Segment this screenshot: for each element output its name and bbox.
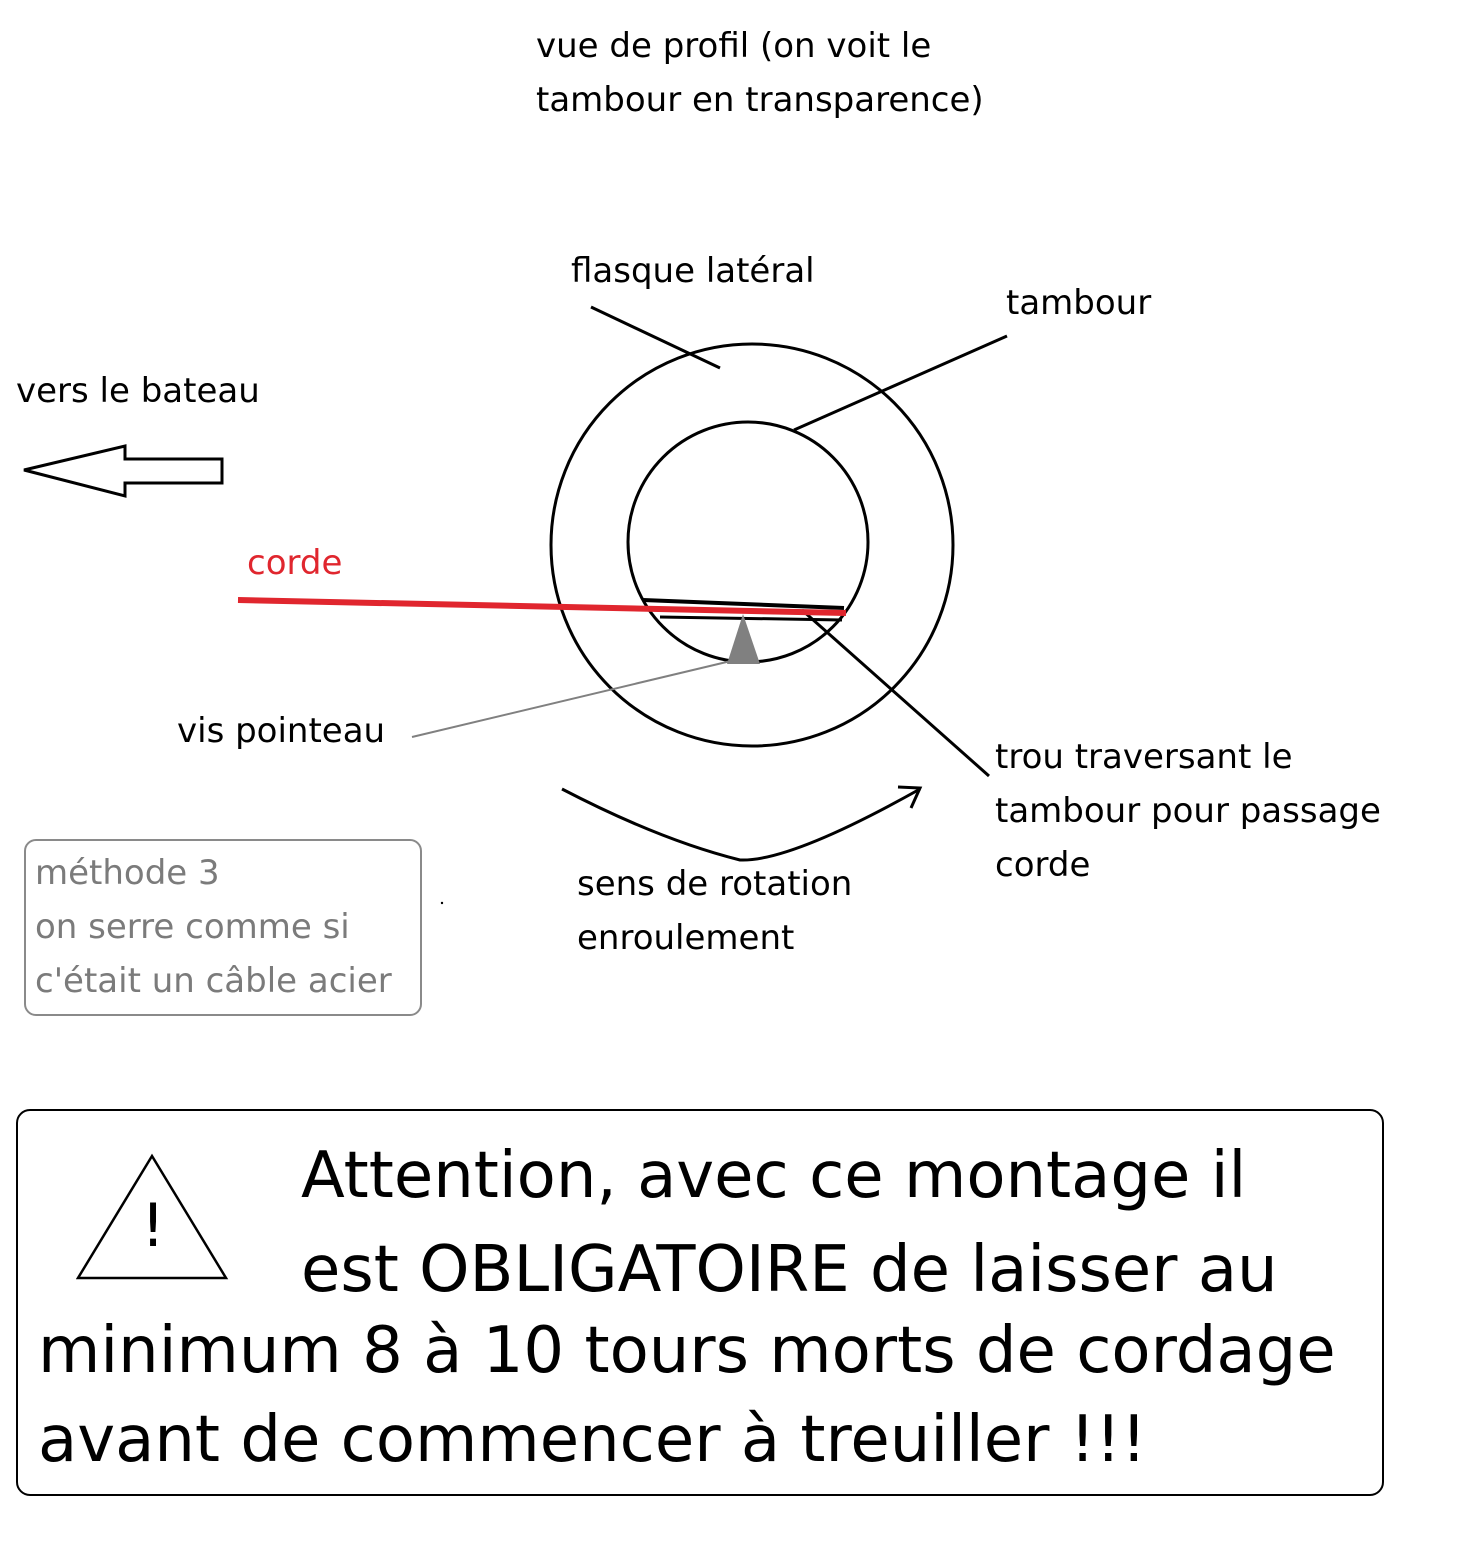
warning-line-1: Attention, avec ce montage il: [301, 1139, 1247, 1213]
rope-label: corde: [247, 543, 343, 583]
tambour-leader-line: [794, 336, 1007, 430]
screw-label: vis pointeau: [177, 711, 386, 751]
rope-line: [238, 600, 846, 613]
warning-line-3: minimum 8 à 10 tours morts de cordage: [38, 1314, 1336, 1388]
warning-box: [16, 1109, 1384, 1496]
rotation-arrow-icon: [562, 789, 920, 860]
flange-outer-circle: [551, 344, 953, 746]
tambour-label: tambour: [1006, 283, 1152, 323]
rotation-label-line-1: sens de rotation: [577, 864, 853, 904]
title-line-1: vue de profil (on voit le: [536, 26, 932, 66]
warning-line-4: avant de commencer à treuiller !!!: [38, 1403, 1147, 1477]
drum-inner-circle: [628, 422, 868, 662]
warning-line-2: est OBLIGATOIRE de laisser au: [301, 1233, 1278, 1307]
method-box: [24, 839, 422, 1016]
rotation-label: [577, 857, 852, 965]
vis-leader-line: [412, 660, 735, 737]
hole-label-line-3: corde: [995, 845, 1091, 885]
method-line-2: on serre comme si: [35, 907, 350, 947]
warning-triangle-icon: [76, 1151, 232, 1283]
method-line-3: c'était un câble acier: [35, 961, 392, 1001]
through-hole-line-lower: [660, 617, 842, 620]
warning-exclamation: !: [140, 1191, 166, 1261]
boat-direction-label: vers le bateau: [16, 371, 260, 411]
diagram-title: [536, 19, 984, 127]
rotation-label-line-2: enroulement: [577, 918, 795, 958]
screw-icon: [727, 614, 760, 664]
title-line-2: tambour en transparence): [536, 80, 984, 120]
flasque-label: flasque latéral: [571, 251, 815, 291]
hole-label-line-2: tambour pour passage: [995, 791, 1381, 831]
hole-label-line-1: trou traversant le: [995, 737, 1293, 777]
left-arrow-icon: [24, 446, 222, 496]
flasque-leader-line: [591, 307, 720, 368]
stray-dot: [441, 902, 443, 904]
hole-label: [995, 730, 1381, 892]
method-line-1: méthode 3: [35, 853, 220, 893]
trou-leader-line: [802, 610, 989, 776]
